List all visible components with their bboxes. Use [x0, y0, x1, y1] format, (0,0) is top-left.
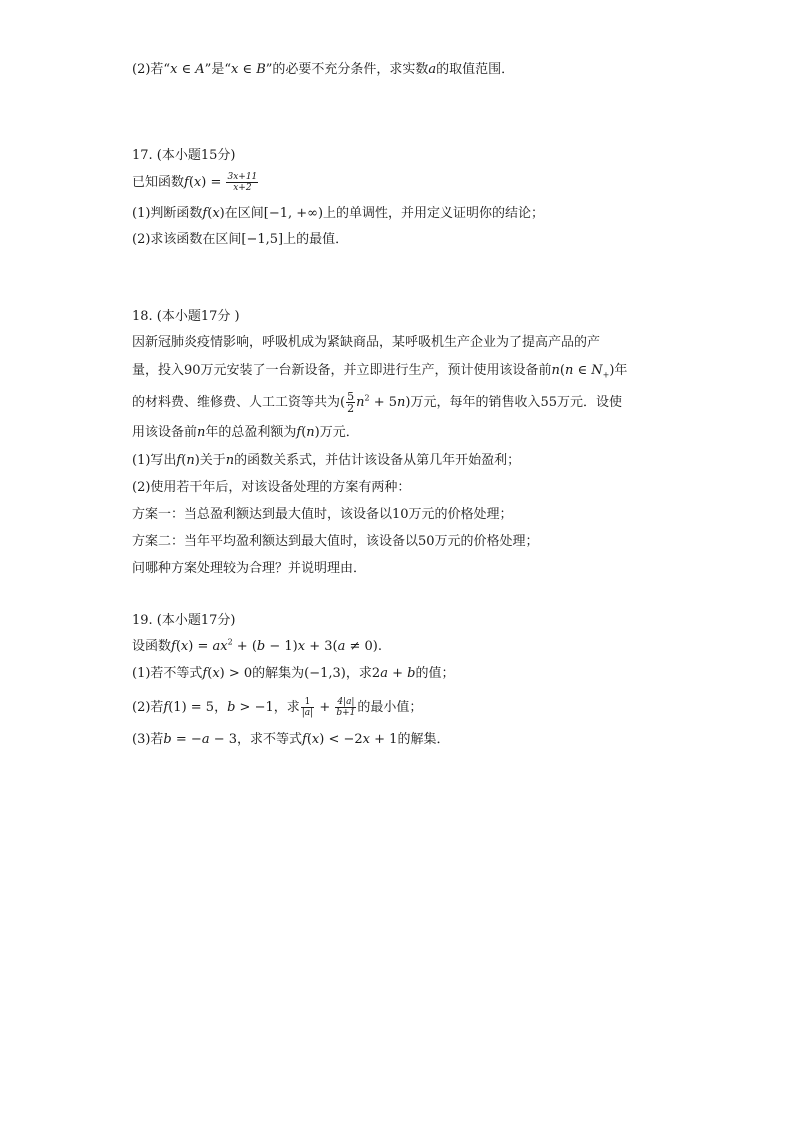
q17-part1: (1)判断函数f(x)在区间[−1, +∞)上的单调性，并用定义证明你的结论； [132, 206, 545, 221]
q17-part2: (2)求该函数在区间[−1,5]上的最值． [132, 232, 349, 247]
math-fraction: $\frac{1}{|a|}$ [301, 697, 314, 718]
q18-part1: (1)写出f(n)关于n的函数关系式，并估计该设备从第几年开始盈利； [132, 453, 521, 468]
math-fraction: $\frac{3x+11}{x+2}$ [227, 172, 258, 193]
q19-part2: (2)若f(1) = 5，b > −1，求 $\frac{1}{|a|}$ + $\frac{4|a|}{b+1}$ 的最小值； [132, 697, 423, 718]
math-interval: [−1,5] [241, 232, 284, 247]
math-x-in-A: x ∈ A [170, 62, 205, 77]
math-fraction: $\frac{5}{2}$ [347, 390, 355, 415]
math-fraction: $\frac{4|a|}{b+1}$ [336, 697, 356, 718]
q18-line3: 的材料费、维修费、人工工资等共为( $\frac{5}{2}$ $n^2 + 5n$)万元，每年的销售收入55万元．设使 [132, 390, 622, 415]
q19-part3: (3)若b = −a − 3，求不等式f(x) < −2x + 1的解集． [132, 732, 450, 747]
q18-line2: 量，投入90万元安装了一台新设备，并立即进行生产，预计使用该设备前n(n ∈ $N_+$)年 [132, 363, 628, 380]
q18-part2: (2)使用若干年后，对该设备处理的方案有两种： [132, 480, 411, 495]
q19-header: 19. (本小题17分) [132, 613, 236, 628]
math-fx: f [184, 175, 189, 190]
q18-plan2: 方案二：当年平均盈利额达到最大值时，该设备以50万元的价格处理； [132, 534, 539, 549]
q19-intro: 设函数$f(x) = ax^2 + (b - 1)x + 3(a \ne 0)$. [132, 637, 382, 654]
q17-intro: 已知函数f(x) = $\frac{3x+11}{x+2}$ [132, 172, 258, 193]
q18-ask: 问哪种方案处理较为合理？并说明理由． [132, 561, 367, 576]
q18-header: 18. (本小题17分 ) [132, 309, 240, 324]
q16-part2: (2)若“x ∈ A”是“x ∈ B”的必要不充分条件，求实数a的取值范围． [132, 62, 515, 77]
q18-line4: 用该设备前n年的总盈利额为f(n)万元． [132, 425, 359, 440]
q19-part1: (1)若不等式f(x) > 0的解集为(−1,3)，求2a + b的值； [132, 666, 455, 681]
math-a: a [428, 62, 437, 77]
q18-plan1: 方案一：当总盈利额达到最大值时，该设备以10万元的价格处理； [132, 507, 513, 522]
q18-line1: 因新冠肺炎疫情影响，呼吸机成为紧缺商品，某呼吸机生产企业为了提高产品的产 [132, 335, 601, 350]
math-x-in-B: x ∈ B [230, 62, 266, 77]
math-interval: [−1, +∞) [263, 206, 324, 221]
q17-header: 17. (本小题15分) [132, 148, 236, 163]
